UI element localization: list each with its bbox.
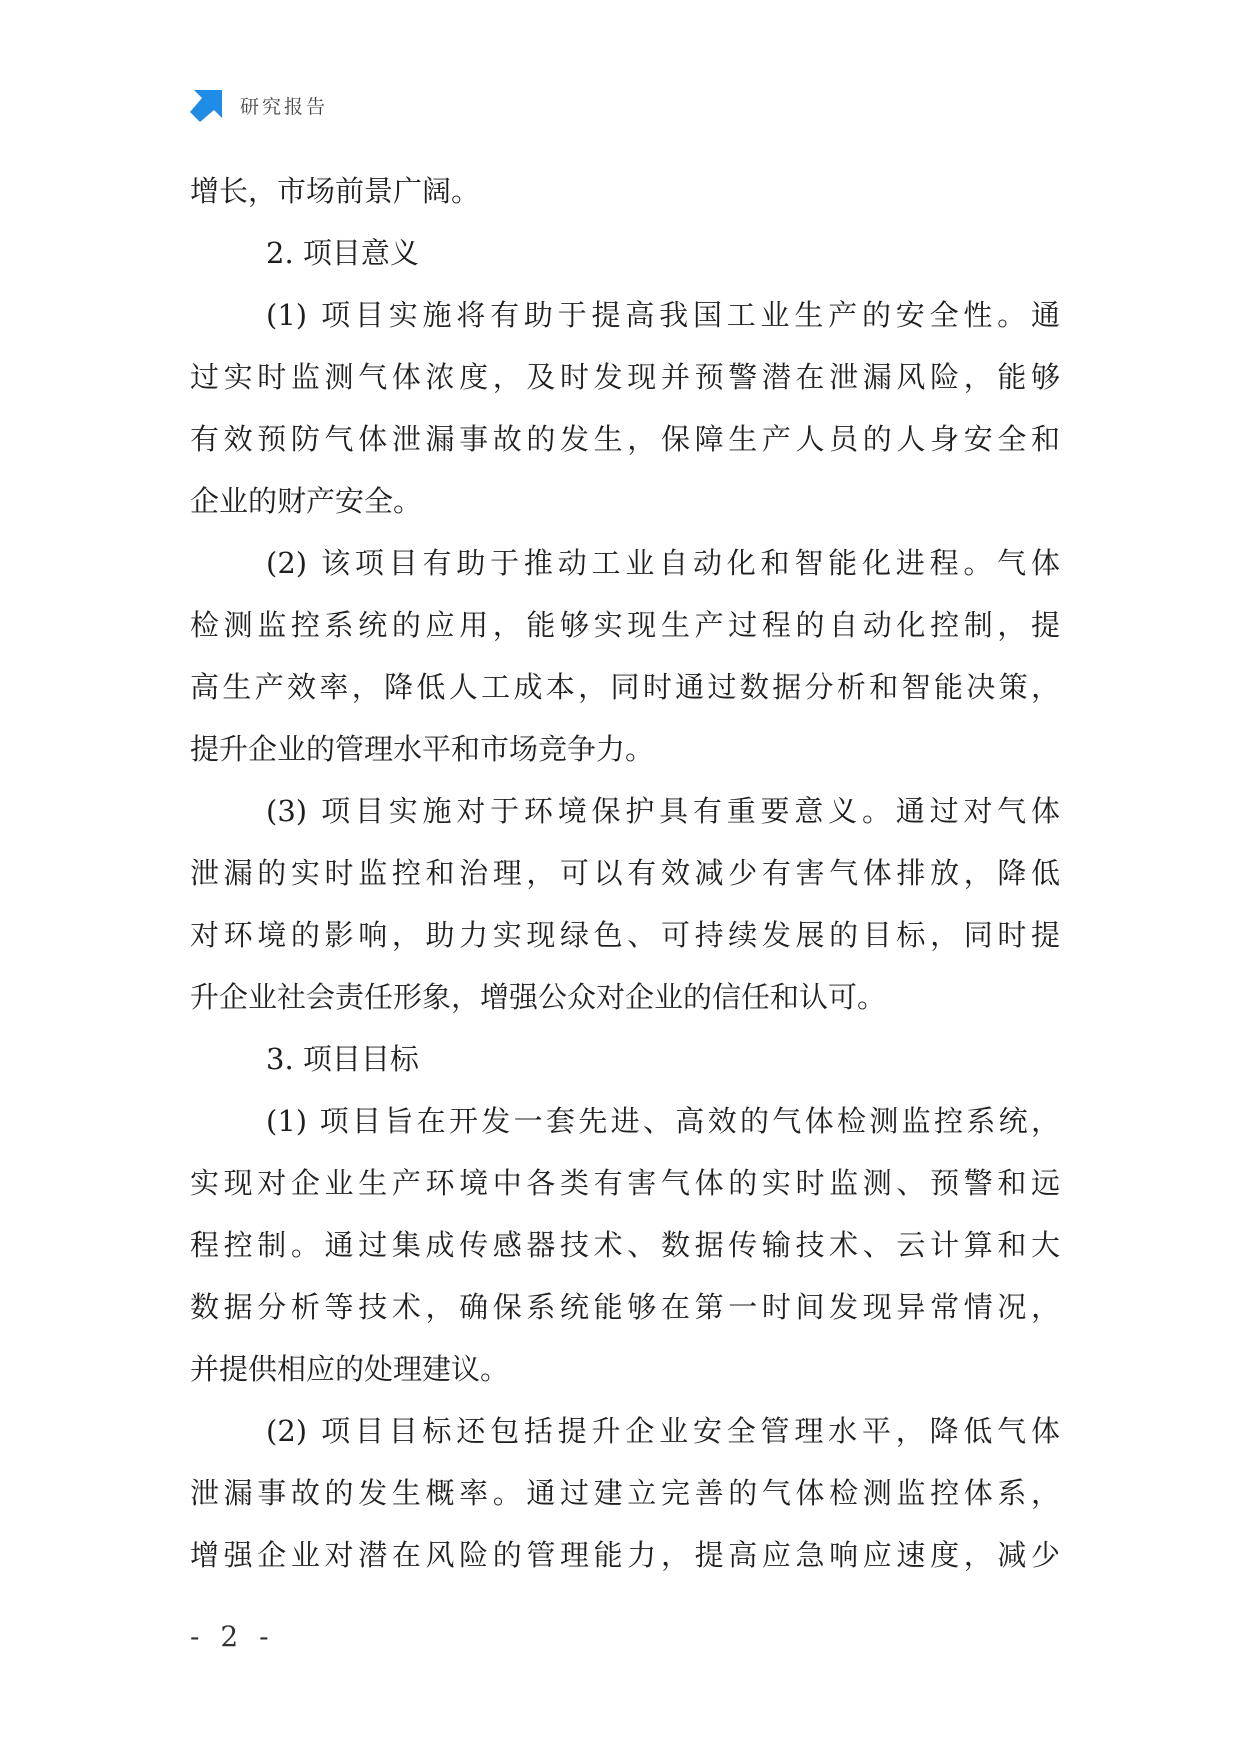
text-line: 对环境的影响，助力实现绿色、可持续发展的目标，同时提	[190, 918, 1060, 952]
text-line: 过实时监测气体浓度，及时发现并预警潜在泄漏风险，能够	[190, 360, 1060, 394]
page-header	[190, 88, 328, 122]
text-line: 高生产效率，降低人工成本，同时通过数据分析和智能决策，	[190, 670, 1060, 704]
text-line: 升企业社会责任形象，增强公众对企业的信任和认可。	[190, 980, 887, 1014]
text-line: (2) 项目目标还包括提升企业安全管理水平，降低气体	[266, 1414, 1060, 1448]
document-body	[190, 160, 1060, 1586]
text-line: 企业的财产安全。	[190, 484, 423, 518]
text-line: (3) 项目实施对于环境保护具有重要意义。通过对气体	[266, 794, 1060, 828]
text-line: 增强企业对潜在风险的管理能力，提高应急响应速度，减少	[190, 1538, 1060, 1572]
text-line: 并提供相应的处理建议。	[190, 1352, 510, 1386]
text-line: 有效预防气体泄漏事故的发生，保障生产人员的人身安全和	[190, 422, 1060, 456]
section-heading-goals: 3. 项目目标	[266, 1042, 419, 1076]
text-line: 增长，市场前景广阔。	[190, 174, 481, 208]
section-heading-significance: 2. 项目意义	[266, 236, 419, 270]
page-number: - 2 -	[190, 1620, 275, 1653]
text-line: 泄漏的实时监控和治理，可以有效减少有害气体排放，降低	[190, 856, 1060, 890]
text-line: 程控制。通过集成传感器技术、数据传输技术、云计算和大	[190, 1228, 1060, 1262]
header-title: 研究报告	[240, 95, 329, 118]
text-line: (1) 项目实施将有助于提高我国工业生产的安全性。通	[266, 298, 1060, 332]
diagonal-arrow-logo-icon	[190, 88, 224, 122]
text-line: 提升企业的管理水平和市场竞争力。	[190, 732, 655, 766]
text-line: 实现对企业生产环境中各类有害气体的实时监测、预警和远	[190, 1166, 1060, 1200]
text-line: (1) 项目旨在开发一套先进、高效的气体检测监控系统，	[266, 1104, 1060, 1138]
text-line: 数据分析等技术，确保系统能够在第一时间发现异常情况，	[190, 1290, 1060, 1324]
text-line: 泄漏事故的发生概率。通过建立完善的气体检测监控体系，	[190, 1476, 1060, 1510]
text-line: 检测监控系统的应用，能够实现生产过程的自动化控制，提	[190, 608, 1060, 642]
text-line: (2) 该项目有助于推动工业自动化和智能化进程。气体	[266, 546, 1060, 580]
